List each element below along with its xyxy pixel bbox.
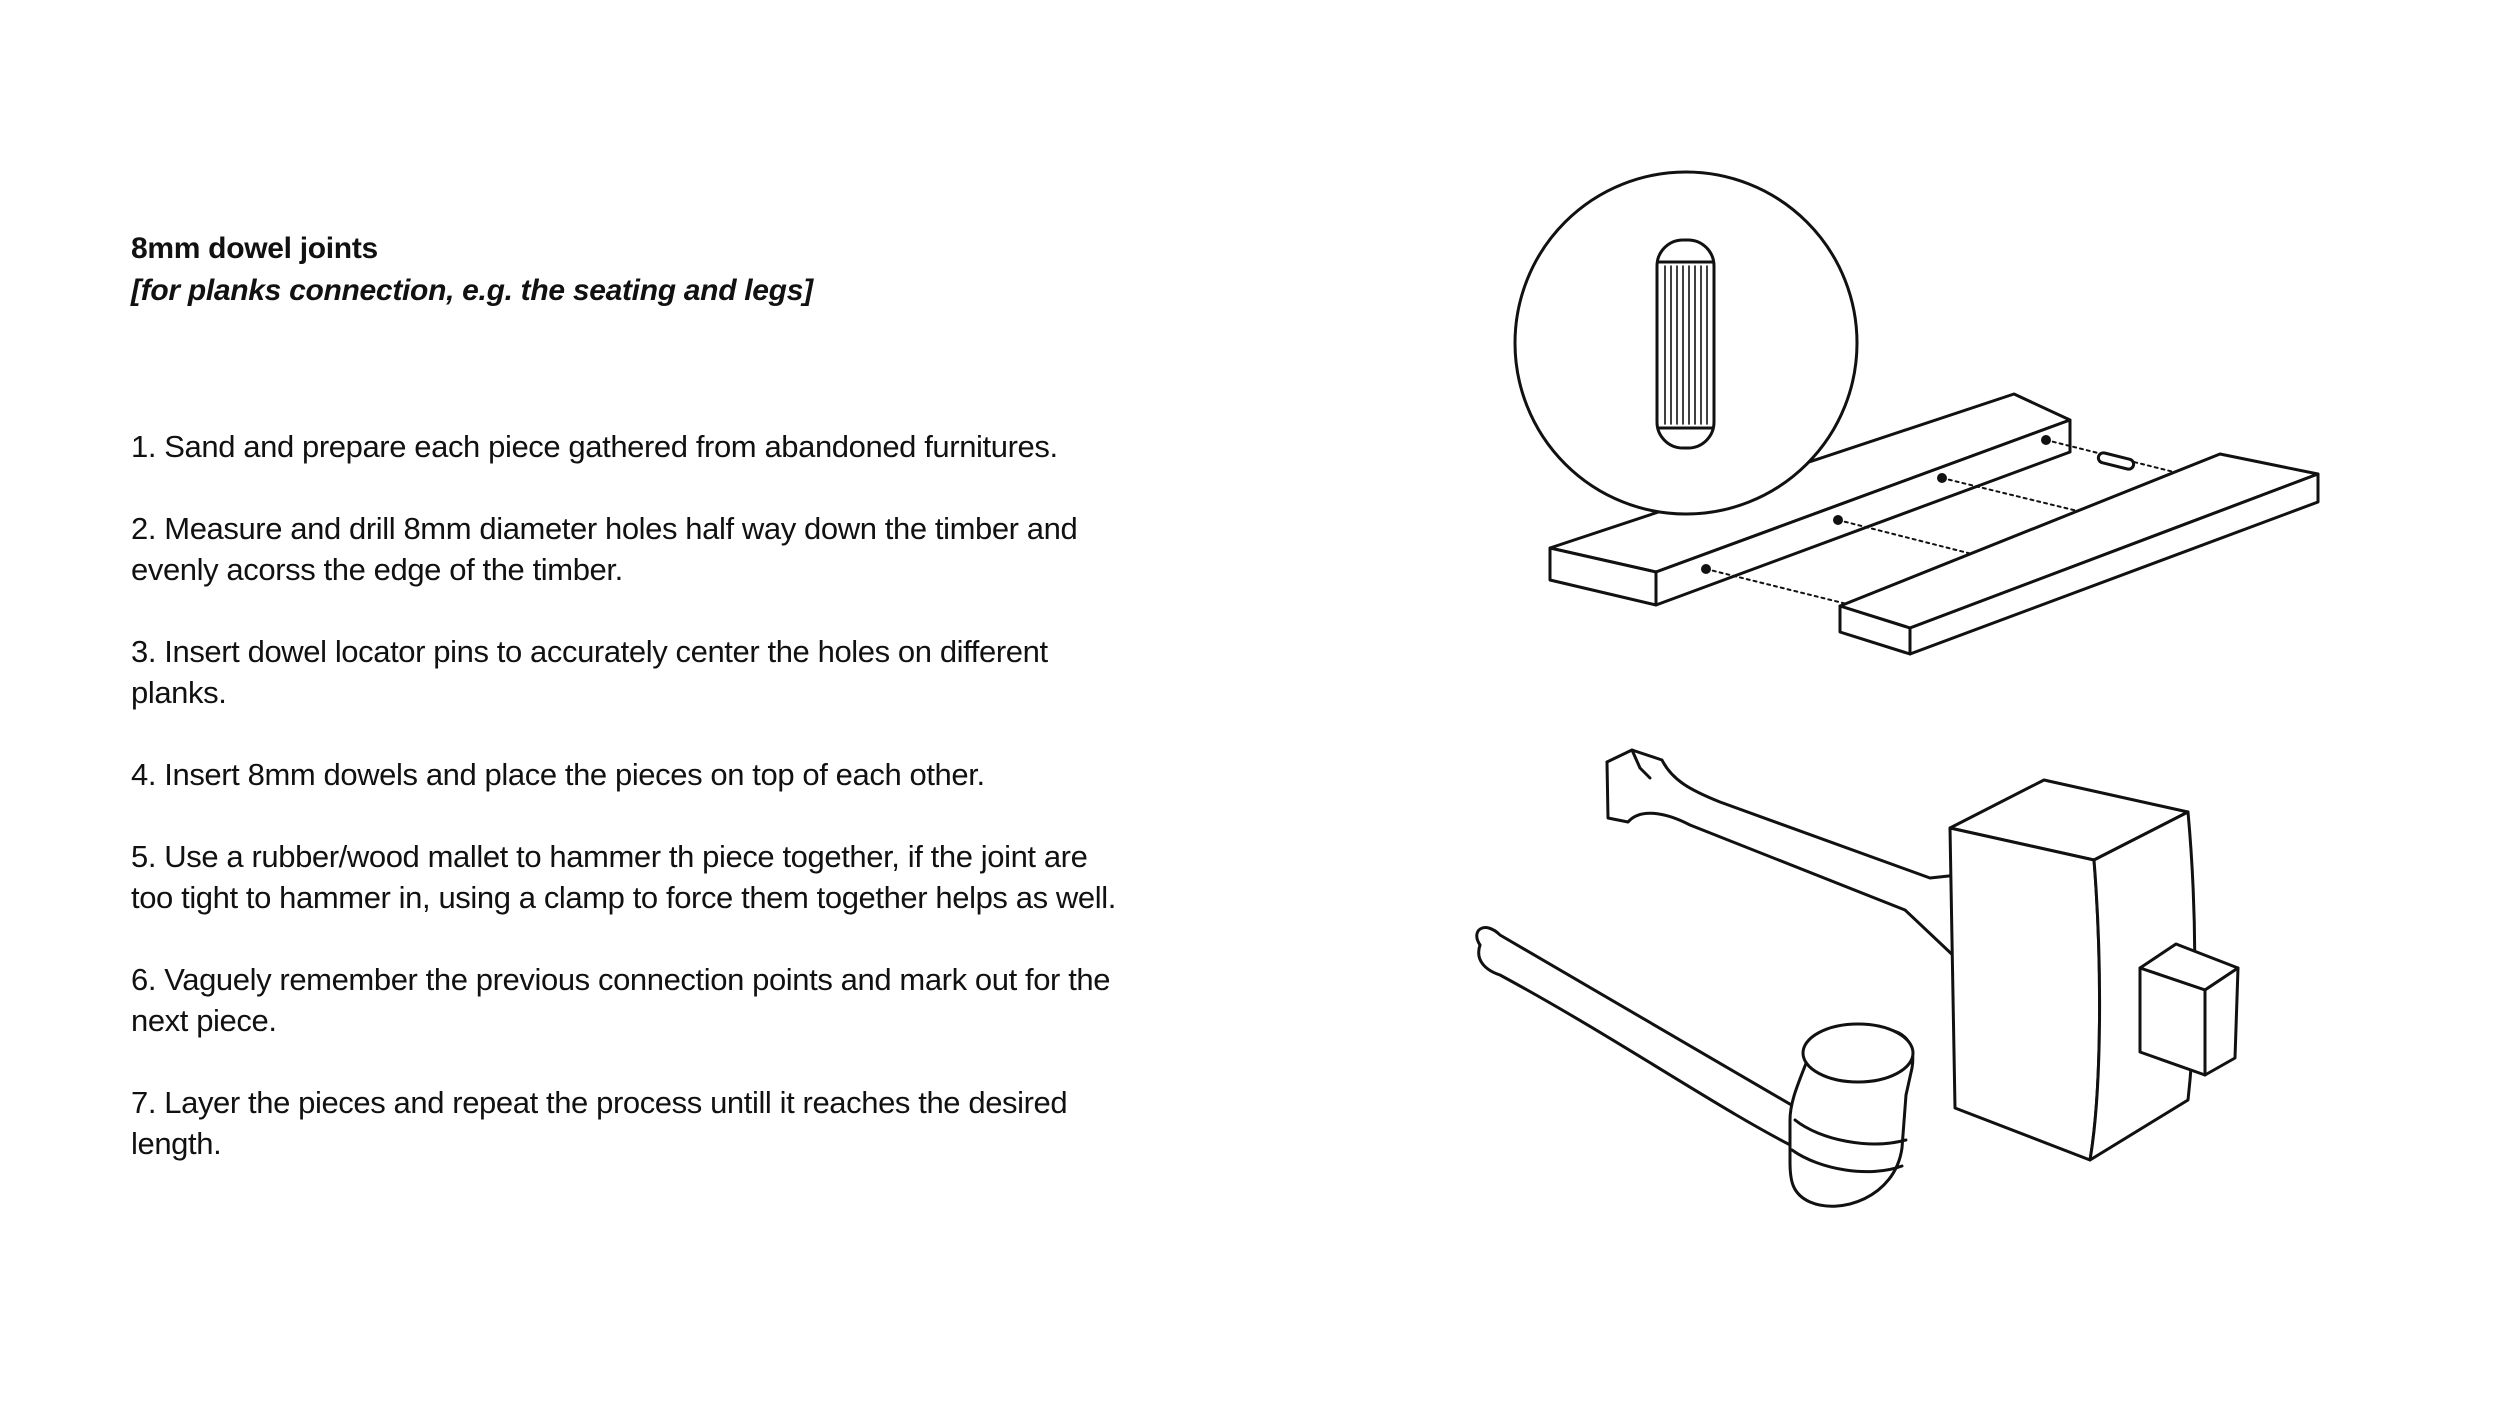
step-item: 3. Insert dowel locator pins to accurately center the holes on different planks. [131,634,1048,710]
dowel-icon [1515,172,1857,514]
step-item: 1. Sand and prepare each piece gathered from abandoned furnitures. [131,429,1058,464]
page-title: 8mm dowel joints [131,232,378,265]
rubber-mallet-head [1790,1024,1913,1206]
wood-mallet-handle [1607,750,1970,972]
small-dowel-icon [2097,452,2134,470]
page-subtitle: [for planks connection, e.g. the seating and legs] [131,274,813,307]
mallet-icon [1477,750,2238,1206]
step-item: 6. Vaguely remember the previous connection points and mark out for the next piece. [131,962,1111,1038]
step-item: 7. Layer the pieces and repeat the process untill it reaches the desired length. [131,1085,1068,1161]
rubber-mallet-handle [1477,928,1800,1150]
step-item: 5. Use a rubber/wood mallet to hammer th piece together, if the joint are too tight to hammer in, using a clamp to force them together helps as well. [131,839,1116,915]
step-item: 2. Measure and drill 8mm diameter holes half way down the timber and evenly acorss the edge of the timber. [131,511,1078,587]
step-item: 4. Insert 8mm dowels and place the pieces on top of each other. [131,757,985,792]
wood-mallet-head [1950,780,2238,1160]
